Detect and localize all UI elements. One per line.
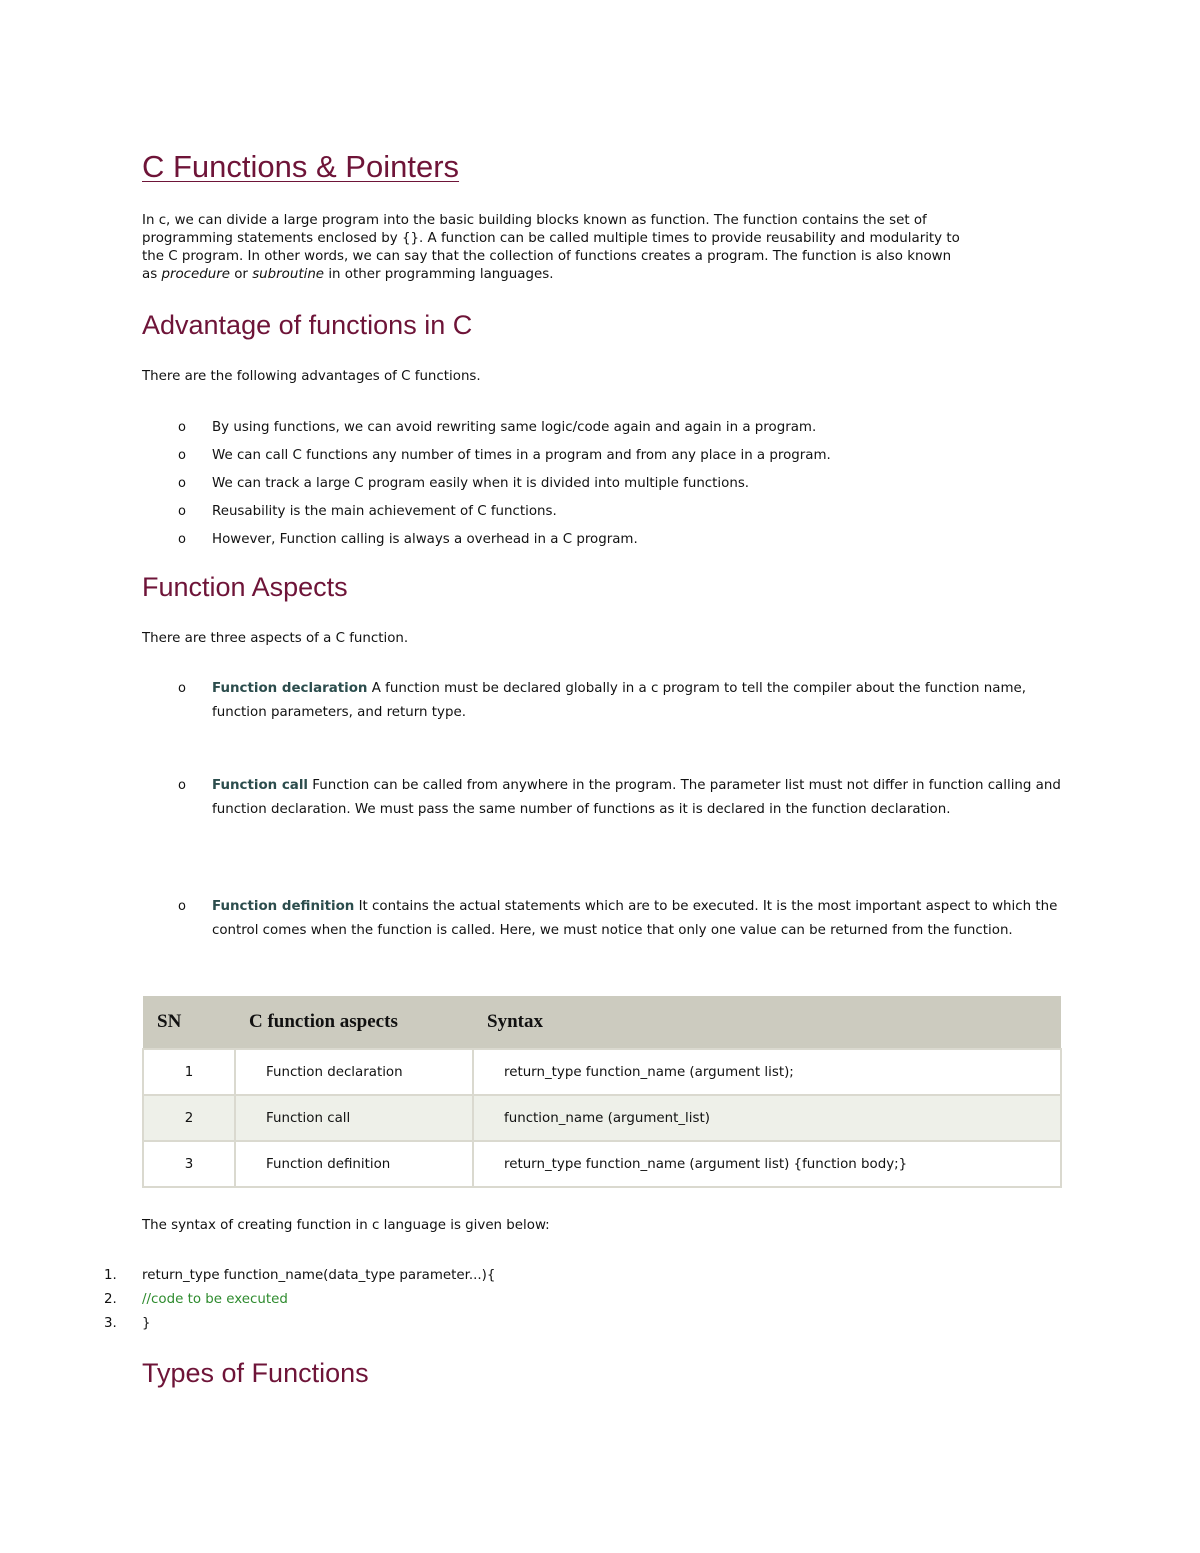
advantages-heading: Advantage of functions in C bbox=[142, 310, 473, 340]
list-item bbox=[142, 447, 1062, 475]
advantages-list bbox=[142, 419, 1062, 559]
column-header-sn: SN bbox=[143, 996, 235, 1049]
table-cell-syntax: return_type function_name (argument list) {function body;} bbox=[473, 1141, 1061, 1187]
table-row bbox=[143, 1095, 1061, 1141]
subroutine-term: subroutine bbox=[252, 267, 325, 282]
aspects-table bbox=[142, 996, 1062, 1188]
table-cell-sn: 1 bbox=[143, 1049, 235, 1095]
intro-line: the C program. In other words, we can say that the collection of functions creates a program. The function is also known bbox=[142, 249, 952, 264]
intro-line: programming statements enclosed by {}. A function can be called multiple times to provide reusability and modularity to bbox=[142, 231, 960, 246]
table-cell-sn: 3 bbox=[143, 1141, 235, 1187]
list-item bbox=[142, 895, 1062, 973]
list-item-text: By using functions, we can avoid rewriting same logic/code again and again in a program. bbox=[212, 420, 817, 435]
table-header-row bbox=[143, 996, 1061, 1049]
intro-line: In c, we can divide a large program into the basic building blocks known as function. The function contains the set of bbox=[142, 213, 927, 228]
line-number: 1. bbox=[104, 1268, 117, 1283]
column-header-syntax: Syntax bbox=[473, 996, 1061, 1049]
list-item bbox=[142, 475, 1062, 503]
circle-bullet-icon: o bbox=[178, 778, 186, 793]
circle-bullet-icon: o bbox=[178, 532, 186, 547]
intro-paragraph bbox=[142, 212, 1062, 284]
table-cell-aspect: Function call bbox=[235, 1095, 473, 1141]
circle-bullet-icon: o bbox=[178, 476, 186, 491]
list-item-text: We can track a large C program easily when it is divided into multiple functions. bbox=[212, 476, 750, 491]
list-item-text: Reusability is the main achievement of C functions. bbox=[212, 504, 557, 519]
code-line bbox=[104, 1264, 1062, 1288]
list-item-text: We can call C functions any number of times in a program and from any place in a program. bbox=[212, 448, 831, 463]
table-row bbox=[143, 1141, 1061, 1187]
table-cell-aspect: Function definition bbox=[235, 1141, 473, 1187]
code-listing bbox=[104, 1264, 1062, 1336]
table-cell-syntax: return_type function_name (argument list); bbox=[473, 1049, 1061, 1095]
code-text: } bbox=[142, 1316, 151, 1331]
circle-bullet-icon: o bbox=[178, 448, 186, 463]
aspect-term: Function declaration bbox=[212, 681, 368, 696]
syntax-intro: The syntax of creating function in c language is given below: bbox=[142, 1218, 550, 1233]
code-comment: //code to be executed bbox=[142, 1292, 288, 1307]
circle-bullet-icon: o bbox=[178, 681, 186, 696]
aspect-text: Function can be called from anywhere in the program. The parameter list must not differ in function calling and function declaration. We must pass the same number of functions as it is declared in the function declaration. bbox=[212, 778, 1061, 817]
intro-text: in other programming languages. bbox=[324, 267, 554, 282]
list-item bbox=[142, 419, 1062, 447]
table-cell-sn: 2 bbox=[143, 1095, 235, 1141]
table-cell-aspect: Function declaration bbox=[235, 1049, 473, 1095]
code-line bbox=[104, 1312, 1062, 1336]
column-header-aspects: C function aspects bbox=[235, 996, 473, 1049]
list-item bbox=[142, 677, 1062, 774]
types-heading: Types of Functions bbox=[142, 1358, 369, 1388]
advantages-intro: There are the following advantages of C functions. bbox=[142, 369, 481, 384]
line-number: 2. bbox=[104, 1292, 117, 1307]
aspects-list bbox=[142, 677, 1062, 973]
list-item bbox=[142, 503, 1062, 531]
aspect-term: Function definition bbox=[212, 899, 355, 914]
line-number: 3. bbox=[104, 1316, 117, 1331]
code-line bbox=[104, 1288, 1062, 1312]
aspects-heading: Function Aspects bbox=[142, 572, 348, 602]
aspect-text: It contains the actual statements which are to be executed. It is the most important aspect to which the control comes when the function is called. Here, we must notice that only one value can be returned from the function. bbox=[212, 899, 1058, 938]
intro-text: as bbox=[142, 267, 162, 282]
procedure-term: procedure bbox=[161, 267, 230, 282]
intro-text: or bbox=[229, 267, 253, 282]
page-title: C Functions & Pointers bbox=[142, 149, 460, 184]
list-item bbox=[142, 774, 1062, 895]
circle-bullet-icon: o bbox=[178, 420, 186, 435]
list-item bbox=[142, 531, 1062, 559]
aspect-text: A function must be declared globally in a c program to tell the compiler about the function name, function parameters, and return type. bbox=[212, 681, 1027, 720]
circle-bullet-icon: o bbox=[178, 899, 186, 914]
document-page bbox=[104, 148, 1062, 1390]
table-row bbox=[143, 1049, 1061, 1095]
table-cell-syntax: function_name (argument_list) bbox=[473, 1095, 1061, 1141]
circle-bullet-icon: o bbox=[178, 504, 186, 519]
aspect-term: Function call bbox=[212, 778, 309, 793]
code-text: return_type function_name(data_type parameter...){ bbox=[142, 1268, 496, 1283]
list-item-text: However, Function calling is always a overhead in a C program. bbox=[212, 532, 638, 547]
aspects-intro: There are three aspects of a C function. bbox=[142, 631, 409, 646]
